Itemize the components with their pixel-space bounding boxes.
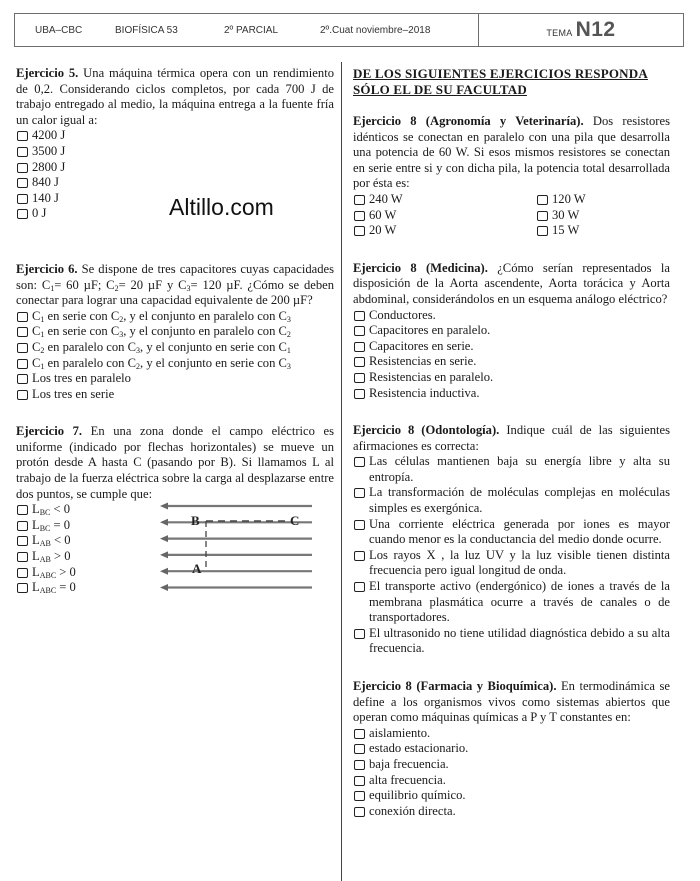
checkbox[interactable] — [17, 359, 28, 369]
relation: > 0 — [56, 564, 76, 579]
exercise-8-agronomia-option[interactable] — [353, 208, 536, 224]
exercise-8-agronomia-option[interactable] — [353, 192, 536, 208]
option-label: El ultrasonido no tiene utilidad diagnóstica debido a su alta frecuencia. — [369, 625, 670, 656]
checkbox[interactable] — [17, 521, 28, 531]
exercise-6-text: = 120 µF. ¿Cómo se deben conectar para lograr una capacidad equivalente de 200 µF? — [16, 277, 335, 308]
option-label: baja frecuencia. — [369, 756, 449, 771]
exercise-8-farmacia-text: En termodinámica se define a los organismos vivos como sistemas abiertos que operan como máquinas químicas a P y T constantes en: — [353, 679, 670, 725]
option-label: 4200 J — [32, 128, 66, 143]
exercise-8-odontologia-option[interactable] — [353, 485, 670, 516]
option-label: aislamiento. — [369, 725, 431, 740]
exercise-6-text: = 60 µF; C — [54, 277, 115, 292]
exercise-6 — [16, 262, 334, 402]
checkbox[interactable] — [537, 195, 548, 205]
checkbox[interactable] — [354, 211, 365, 221]
point-b-label: B — [191, 513, 200, 528]
tema-box — [479, 14, 683, 46]
exercise-8-odontologia-option[interactable] — [353, 548, 670, 579]
option-label: El transporte activo (endergónico) de iones a través de la membrana plasmática ocurre a través de canales o de transportadores. — [369, 579, 670, 625]
arrow-left-icon — [160, 584, 168, 591]
exercise-8-farmacia-option[interactable] — [353, 804, 670, 820]
exercise-8-agronomia-question — [353, 114, 670, 192]
option-label: estado estacionario. — [369, 741, 469, 756]
exercise-8-farmacia-option[interactable] — [353, 757, 670, 773]
option-label: 20 W — [369, 223, 397, 238]
checkbox[interactable] — [17, 178, 28, 188]
arrow-left-icon — [160, 551, 168, 558]
exercise-6-title: Ejercicio 6. — [16, 261, 78, 276]
exercise-5-option[interactable] — [16, 128, 334, 144]
exercise-8-agronomia-title: Ejercicio 8 (Agronomía y Veterinaría). — [353, 114, 584, 128]
subscript: 2 — [286, 330, 291, 340]
relation: > 0 — [50, 549, 71, 564]
exercise-5-title: Ejercicio 5. — [16, 66, 79, 80]
checkbox[interactable] — [354, 311, 365, 321]
exercise-8-medicina-title: Ejercicio 8 (Medicina). — [353, 260, 488, 275]
checkbox[interactable] — [354, 195, 365, 205]
subscript: 2 — [40, 345, 45, 355]
option-text: en paralelo con C — [44, 355, 137, 370]
tema-label: TEMA — [546, 28, 573, 38]
checkbox[interactable] — [17, 327, 28, 337]
exercise-8-odontologia-option[interactable] — [353, 579, 670, 626]
option-label — [32, 356, 334, 372]
option-text: en serie con C — [44, 324, 120, 339]
option-label: Las células mantienen baja su energía libre y alta su entropía. — [369, 454, 670, 484]
option-text: C — [32, 339, 41, 354]
option-label: 15 W — [552, 223, 580, 238]
exercise-6-text: Se dispone de tres capacitores cuyas capacidades son: C — [16, 261, 334, 292]
checkbox[interactable] — [17, 390, 28, 400]
subscript: 1 — [40, 330, 45, 340]
option-text: , y el conjunto en paralelo con C — [123, 308, 287, 323]
checkbox[interactable] — [354, 326, 365, 336]
option-label: Resistencia inductiva. — [369, 385, 480, 400]
exercise-6-option[interactable] — [16, 371, 334, 387]
arrow-left-icon — [160, 535, 168, 542]
exercise-8-medicina-option[interactable] — [353, 323, 670, 339]
tema-value: N12 — [575, 18, 616, 41]
subscript: 1 — [50, 283, 55, 293]
checkbox[interactable] — [537, 226, 548, 236]
subscript: BC — [39, 523, 51, 533]
subscript: 3 — [286, 361, 291, 371]
option-text: C — [32, 355, 41, 370]
checkbox[interactable] — [354, 629, 365, 639]
option-label: Capacitores en serie. — [369, 338, 474, 353]
option-label: 30 W — [552, 207, 580, 222]
relation: < 0 — [50, 502, 71, 517]
checkbox[interactable] — [17, 312, 28, 322]
exercise-6-option[interactable] — [16, 309, 334, 325]
exercise-8-agronomia — [353, 114, 670, 239]
field-svg — [160, 502, 315, 594]
arrow-left-icon — [160, 568, 168, 575]
exercise-8-medicina-option[interactable] — [353, 339, 670, 355]
subscript: 1 — [40, 361, 45, 371]
exercise-6-option[interactable] — [16, 340, 334, 356]
checkbox[interactable] — [354, 776, 365, 786]
exercise-5-text: Una máquina térmica opera con un rendimiento de 0,2. Considerando ciclos completos, por cada 700 J de trabajo entregado al medio, la máquina entrega a la fuente fría un calor igual a: — [16, 66, 334, 127]
exercise-8-agronomia-option[interactable] — [536, 208, 670, 224]
watermark: Altillo.com — [169, 194, 274, 220]
work-symbol: L — [32, 517, 40, 532]
option-label: Los tres en serie — [32, 386, 115, 401]
option-label: Los rayos X , la luz UV y la luz visible tienen distinta frecuencia pero igual longitud de onda. — [369, 547, 670, 578]
exercise-8-odontologia — [353, 423, 670, 657]
checkbox[interactable] — [354, 357, 365, 367]
option-label: Una corriente eléctrica generada por iones es mayor cuando menor es la conductancia del medio donde ocurre. — [369, 516, 670, 547]
exercise-8-agronomia-option[interactable] — [353, 223, 536, 239]
exercise-5-question — [16, 66, 334, 128]
checkbox[interactable] — [354, 520, 365, 530]
option-label: Resistencias en serie. — [369, 354, 477, 369]
checkbox[interactable] — [354, 807, 365, 817]
exercise-8-odontologia-text: Indique cuál de las siguientes afirmaciones es correcta: — [353, 423, 670, 453]
checkbox[interactable] — [354, 389, 365, 399]
exercise-5-option[interactable] — [16, 160, 334, 176]
option-label: 3500 J — [32, 143, 66, 158]
point-c-label: C — [290, 513, 300, 528]
electric-field-diagram — [160, 502, 315, 594]
checkbox[interactable] — [17, 131, 28, 141]
column-divider — [341, 62, 342, 881]
exercise-8-medicina-option[interactable] — [353, 370, 670, 386]
work-symbol: L — [32, 533, 40, 548]
checkbox[interactable] — [17, 568, 28, 578]
exercise-8-medicina-question — [353, 261, 670, 308]
subject-label: BIOFÍSICA 53 — [115, 24, 178, 36]
subscript: 2 — [114, 283, 119, 293]
exercise-8-odontologia-title: Ejercicio 8 (Odontología). — [353, 423, 500, 438]
subscript: 1 — [40, 314, 45, 324]
exercise-8-odontologia-question — [353, 423, 670, 454]
exercise-7-title: Ejercicio 7. — [16, 424, 83, 439]
option-label — [32, 340, 334, 356]
checkbox[interactable] — [354, 342, 365, 352]
exercise-8-farmacia-option[interactable] — [353, 773, 670, 789]
exercise-5-option[interactable] — [16, 175, 334, 191]
work-symbol: L — [32, 502, 40, 517]
option-label: 120 W — [552, 191, 586, 206]
subscript: ABC — [39, 586, 57, 596]
option-label — [32, 324, 334, 340]
option-label: Los tres en paralelo — [32, 371, 131, 386]
relation: = 0 — [56, 580, 76, 595]
checkbox[interactable] — [17, 374, 28, 384]
subscript: 1 — [286, 345, 291, 355]
checkbox[interactable] — [17, 343, 28, 353]
option-text: en serie con C — [44, 308, 120, 323]
work-symbol: L — [32, 564, 40, 579]
subscript: AB — [39, 555, 51, 565]
checkbox[interactable] — [17, 583, 28, 593]
exercise-6-option[interactable] — [16, 387, 334, 403]
option-label: 840 J — [32, 175, 59, 190]
checkbox[interactable] — [354, 373, 365, 383]
subscript: 2 — [136, 361, 141, 371]
exercise-8-odontologia-option[interactable] — [353, 454, 670, 485]
exercise-8-medicina-text: ¿Cómo serían representados la disposición de la Aorta ascendente, Aorta torácica y Aorta abdominal, considerándolos en un esquema análogo eléctrico? — [353, 260, 670, 306]
work-symbol: L — [32, 580, 40, 595]
exercise-5-option[interactable] — [16, 144, 334, 160]
exercise-8-farmacia-title: Ejercicio 8 (Farmacia y Bioquímica). — [353, 679, 557, 693]
checkbox[interactable] — [354, 744, 365, 754]
option-text: C — [32, 324, 41, 339]
exercise-8-medicina — [353, 261, 670, 401]
exercise-8-medicina-option[interactable] — [353, 386, 670, 402]
right-column — [353, 66, 670, 819]
point-a-label: A — [192, 561, 202, 576]
option-label: 60 W — [369, 207, 397, 222]
relation: < 0 — [50, 533, 71, 548]
exercise-8-agronomia-option[interactable] — [536, 223, 670, 239]
option-label: 140 J — [32, 190, 59, 205]
exercise-6-option[interactable] — [16, 356, 334, 372]
option-text: , y el conjunto en serie con C — [140, 355, 287, 370]
exercise-8-farmacia-option[interactable] — [353, 788, 670, 804]
subscript: 3 — [136, 345, 141, 355]
option-label: Capacitores en paralelo. — [369, 323, 491, 338]
exam-label: 2º PARCIAL — [224, 24, 279, 36]
exercise-8-farmacia-option[interactable] — [353, 726, 670, 742]
option-label: Conductores. — [369, 307, 436, 322]
exercise-7-question — [16, 424, 334, 502]
option-text: , y el conjunto en serie con C — [140, 339, 287, 354]
option-label: La transformación de moléculas complejas en moléculas simples es exergónica. — [369, 485, 670, 516]
university-label: UBA–CBC — [35, 24, 83, 36]
checkbox[interactable] — [354, 582, 365, 592]
relation: = 0 — [50, 517, 71, 532]
checkbox[interactable] — [17, 147, 28, 157]
checkbox[interactable] — [17, 536, 28, 546]
exercise-8-odontologia-option[interactable] — [353, 626, 670, 657]
term-label: 2º.Cuat noviembre–2018 — [320, 24, 431, 36]
arrow-left-icon — [160, 503, 168, 510]
header-info — [15, 14, 479, 46]
checkbox[interactable] — [354, 488, 365, 498]
exercise-8-agronomia-option[interactable] — [536, 192, 670, 208]
checkbox[interactable] — [354, 457, 365, 467]
checkbox[interactable] — [17, 505, 28, 515]
exercise-6-option[interactable] — [16, 324, 334, 340]
option-label: Resistencias en paralelo. — [369, 369, 494, 384]
option-label: 0 J — [32, 206, 47, 221]
subscript: 3 — [119, 330, 124, 340]
option-label: 240 W — [369, 191, 403, 206]
exercise-8-medicina-option[interactable] — [353, 354, 670, 370]
exam-header — [14, 13, 684, 47]
exercise-8-farmacia-option[interactable] — [353, 741, 670, 757]
exercise-6-text: = 20 µF y C — [118, 277, 187, 292]
checkbox[interactable] — [17, 552, 28, 562]
arrow-left-icon — [160, 519, 168, 526]
exercise-8-medicina-option[interactable] — [353, 308, 670, 324]
subscript: 3 — [186, 283, 191, 293]
exercise-7-text: En una zona donde el campo eléctrico es uniforme (indicado por flechas horizontales) se mueve un protón desde A hasta C (pasando por B). Si llamamos L al trabajo de la fuerza eléctrica sobre la carga al desplazarse entre dos puntos, se cumple que: — [16, 424, 334, 501]
checkbox[interactable] — [17, 209, 28, 219]
option-label: conexión directa. — [369, 803, 456, 818]
option-label: 2800 J — [32, 159, 66, 174]
exercise-8-agronomia-text: Dos resistores idénticos se conectan en paralelo con una pila que desarrolla una potencia de 60 W. Si esos mismos resistores se conectan en serie entre si y con dicha pila, la potencia total desarrollada por ésta es: — [353, 114, 670, 191]
option-text: en paralelo con C — [44, 339, 137, 354]
subscript: 3 — [286, 314, 291, 324]
checkbox[interactable] — [537, 211, 548, 221]
checkbox[interactable] — [354, 760, 365, 770]
exercise-8-farmacia-question — [353, 679, 670, 726]
option-text: C — [32, 308, 41, 323]
checkbox[interactable] — [17, 194, 28, 204]
exercise-8-farmacia — [353, 679, 670, 819]
subscript: BC — [39, 508, 51, 518]
subscript: AB — [39, 539, 51, 549]
option-label: equilibrio químico. — [369, 788, 466, 803]
exercise-6-question — [16, 262, 334, 309]
checkbox[interactable] — [17, 163, 28, 173]
subscript: 2 — [119, 314, 124, 324]
checkbox[interactable] — [354, 729, 365, 739]
section-title: DE LOS SIGUIENTES EJERCICIOS RESPONDA SÓLO EL DE SU FACULTAD — [353, 66, 648, 97]
option-text: , y el conjunto en paralelo con C — [123, 324, 287, 339]
checkbox[interactable] — [354, 226, 365, 236]
work-symbol: L — [32, 549, 40, 564]
subscript: ABC — [39, 570, 57, 580]
exercise-8-odontologia-option[interactable] — [353, 517, 670, 548]
checkbox[interactable] — [354, 791, 365, 801]
option-label — [32, 309, 334, 325]
option-label: alta frecuencia. — [369, 772, 446, 787]
checkbox[interactable] — [354, 551, 365, 561]
